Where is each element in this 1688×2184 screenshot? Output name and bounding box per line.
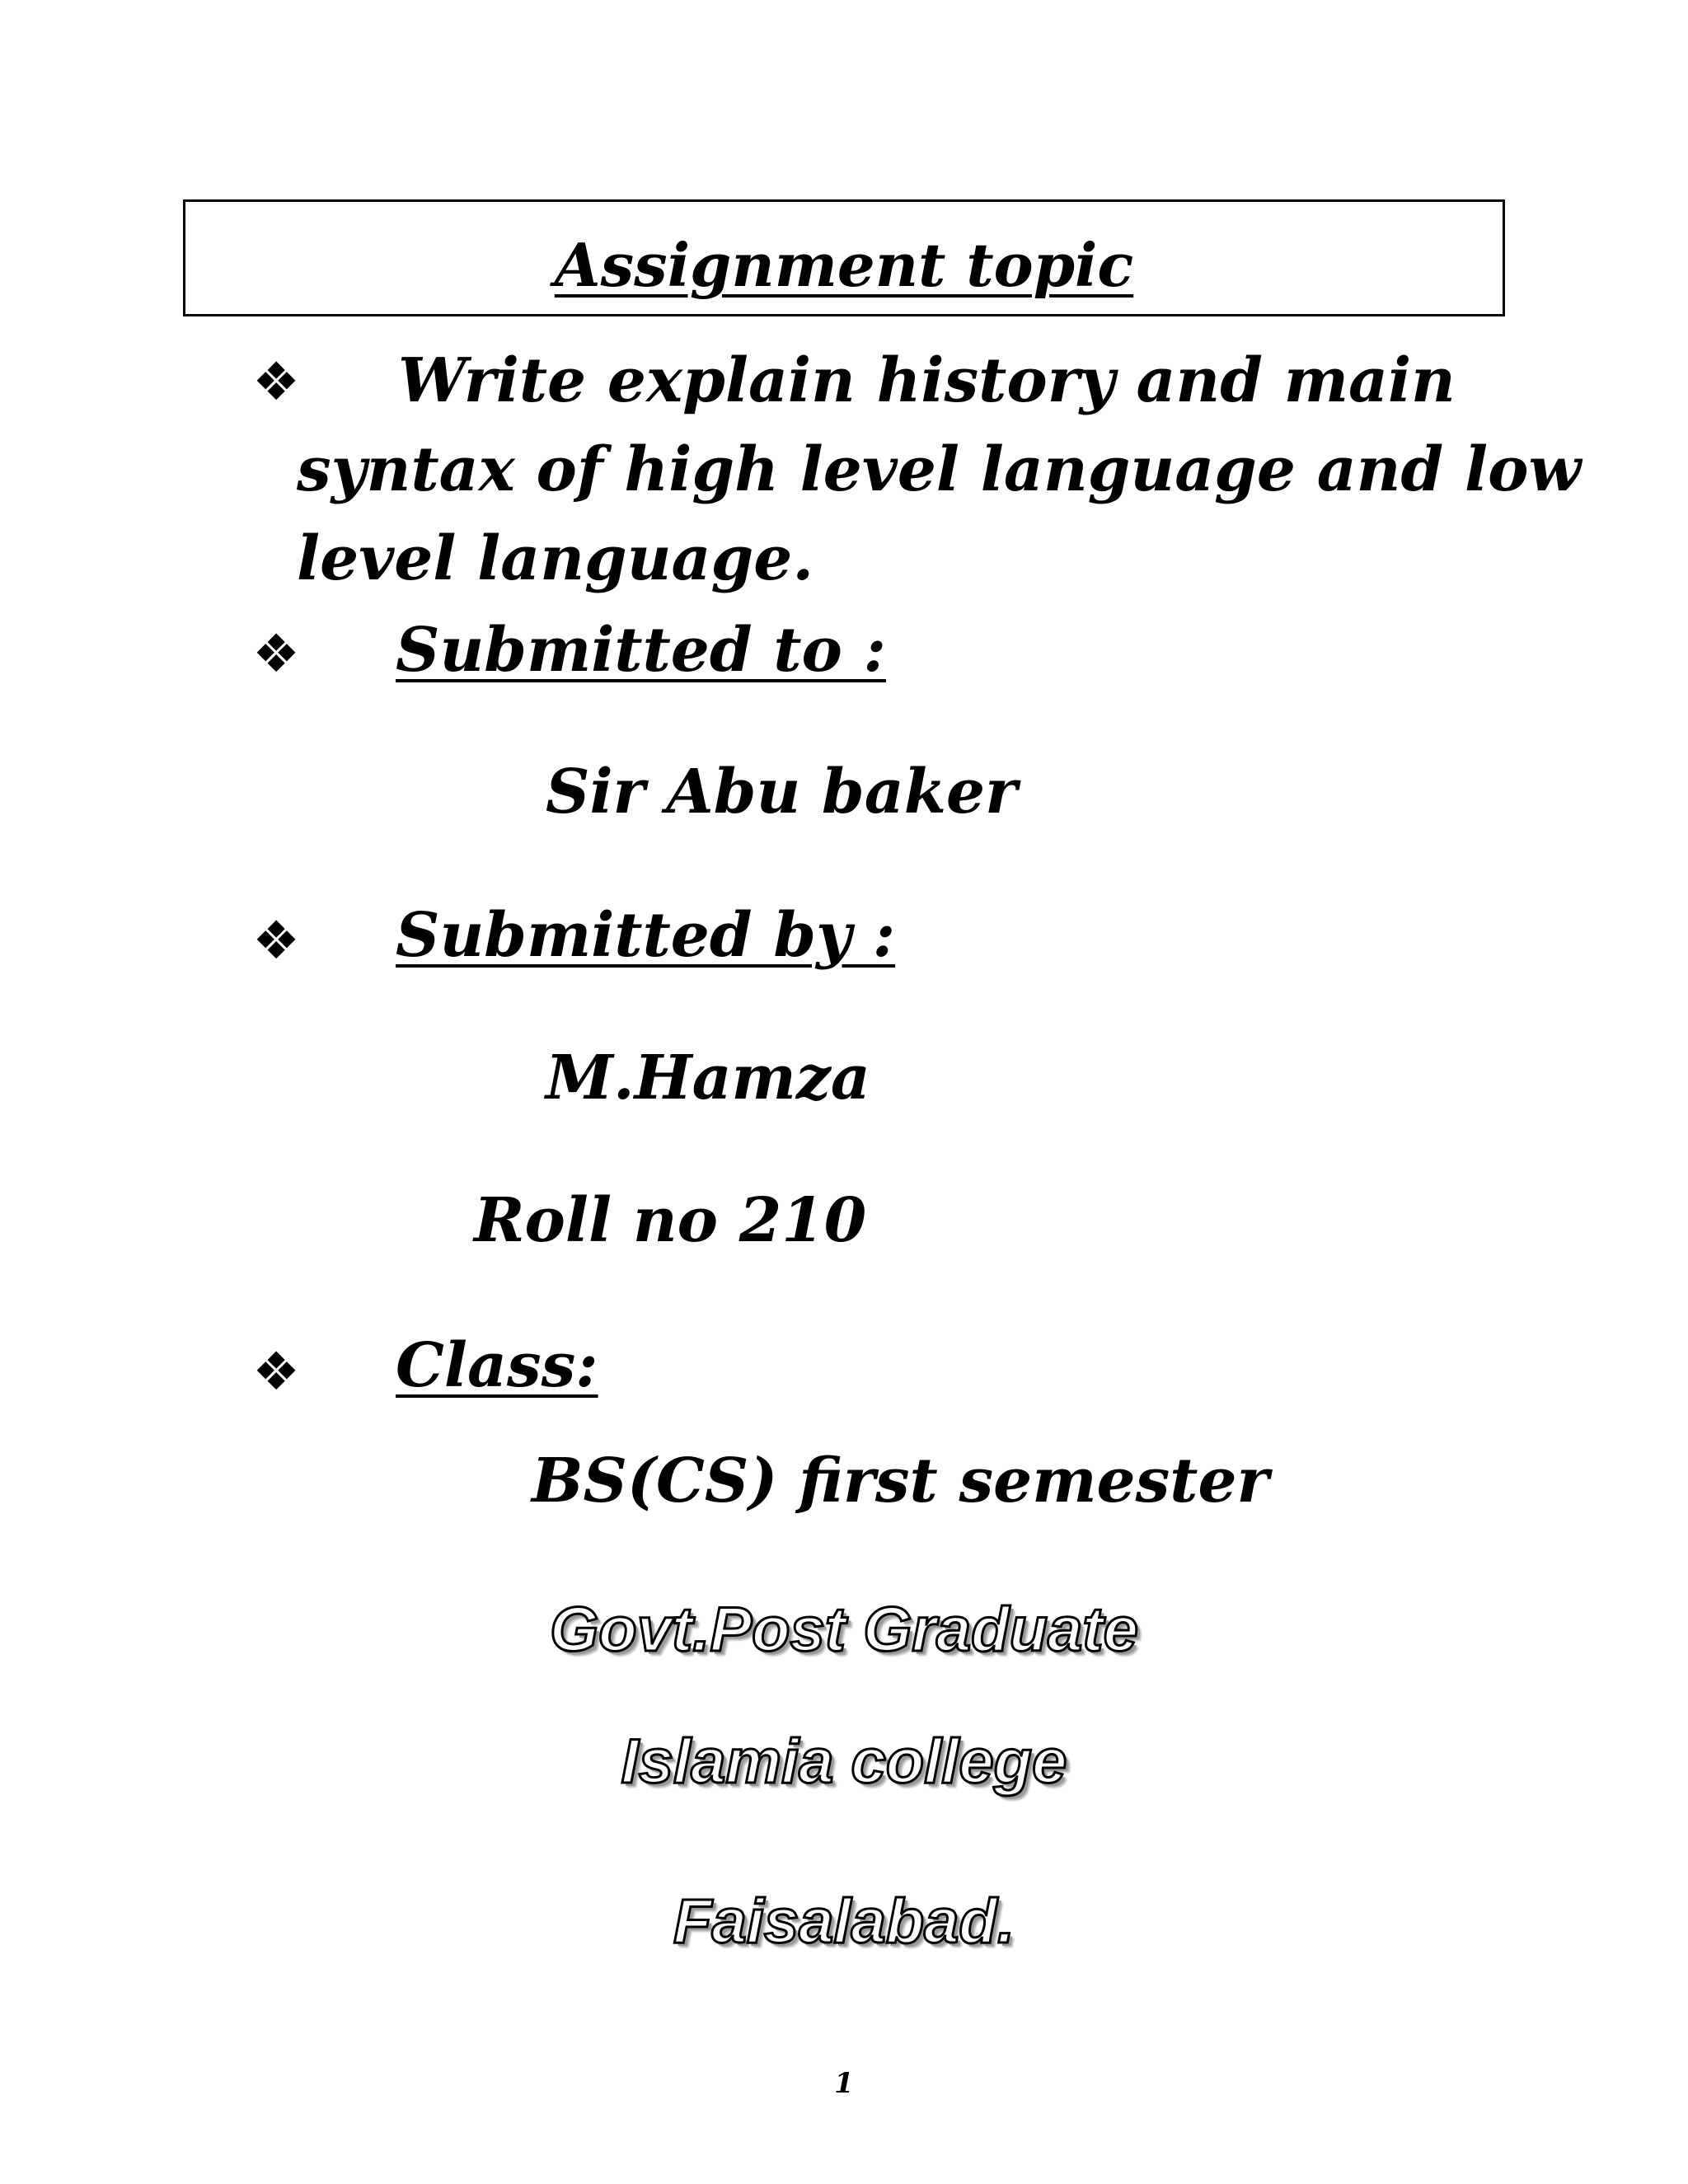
assignment-title: Assignment topic <box>554 230 1134 300</box>
college-line-2: Islamia college <box>621 1727 1067 1797</box>
page-number: 1 <box>834 2067 854 2100</box>
diamond-bullet-icon: ❖ <box>252 911 300 972</box>
student-name: M.Hamza <box>546 1043 870 1113</box>
topic-line-1: Write explain history and main <box>398 345 1456 416</box>
college-line-3: Faisalabad. <box>673 1886 1015 1957</box>
topic-line-3: level language. <box>297 523 814 594</box>
diamond-bullet-icon: ❖ <box>252 1342 300 1403</box>
submitted-to-heading: Submitted to : <box>396 615 886 686</box>
topic-line-2: syntax of high level language and low <box>297 434 1582 505</box>
college-line-1: Govt.Post Graduate <box>550 1595 1138 1665</box>
class-value: BS(CS) first semester <box>532 1446 1269 1516</box>
teacher-name: Sir Abu baker <box>546 757 1018 827</box>
diamond-bullet-icon: ❖ <box>252 624 300 685</box>
class-heading: Class: <box>396 1330 598 1401</box>
roll-number: Roll no 210 <box>474 1185 867 1256</box>
submitted-by-heading: Submitted by : <box>396 900 896 971</box>
title-box <box>183 199 1505 316</box>
diamond-bullet-icon: ❖ <box>252 352 300 413</box>
